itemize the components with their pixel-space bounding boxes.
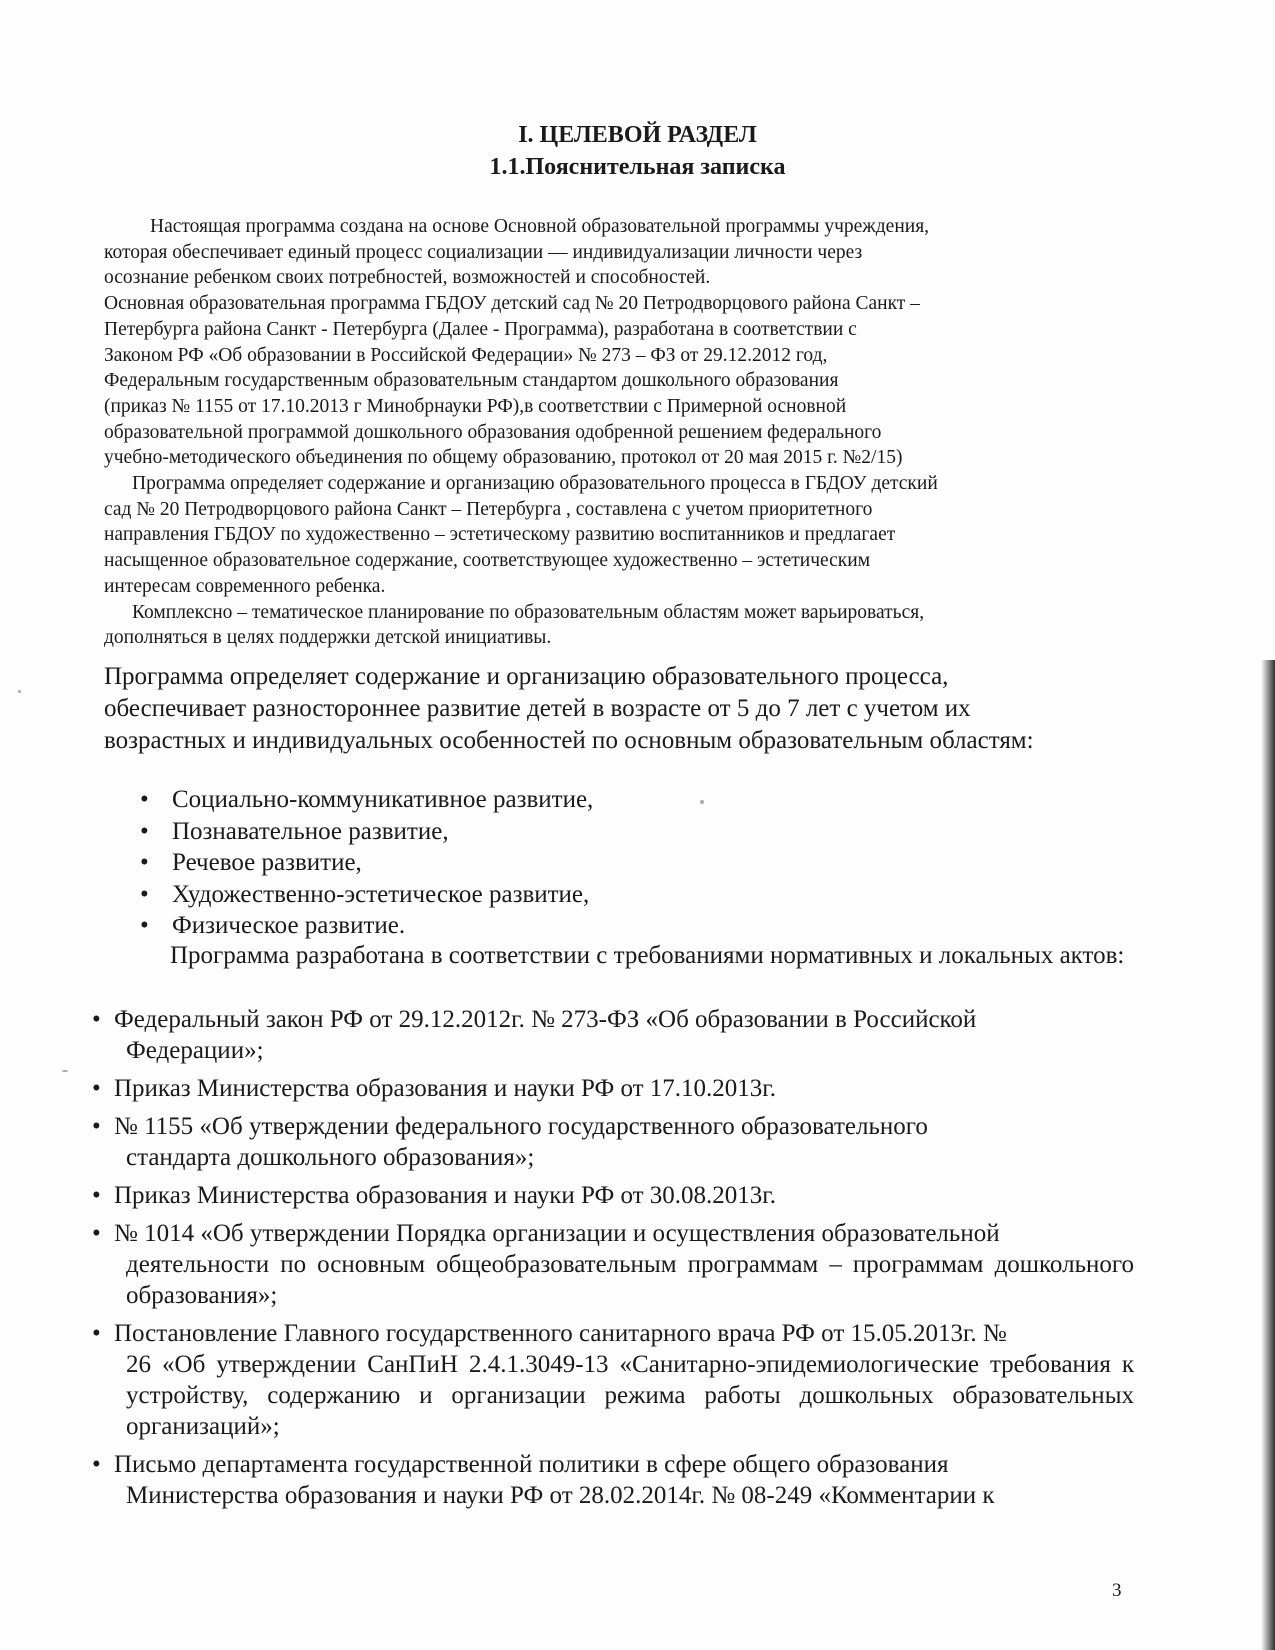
list-item: • Художественно-эстетическое развитие,: [140, 879, 593, 911]
section-heading: I. ЦЕЛЕВОЙ РАЗДЕЛ: [518, 122, 757, 148]
intro-line: насыщенное образовательное содержание, соответствующее художественно – эстетическим: [104, 550, 871, 572]
paragraph-line: Программа определяет содержание и организацию образовательного процесса,: [104, 663, 949, 690]
paragraph-line: возрастных и индивидуальных особенностей по основным образовательным областям:: [104, 727, 1034, 754]
document-item: [92, 1111, 1134, 1173]
document-item-continuation: деятельности по основным общеобразовательным программам – программам дошкольного образования»;: [126, 1251, 1134, 1309]
document-item-text: • Письмо департамента государственной политики в сфере общего образования: [114, 1451, 949, 1478]
document-item: [92, 1449, 1134, 1511]
list-item: • Социально-коммуникативное развитие,: [140, 784, 593, 816]
intro-line: Федеральным государственным образовательным стандартом дошкольного образования: [104, 370, 839, 392]
scan-speck: [700, 800, 704, 804]
list-item: • Познавательное развитие,: [140, 816, 593, 848]
document-item-continuation: 26 «Об утверждении СанПиН 2.4.1.3049-13 «Санитарно-эпидемиологические требования к устройству, содержанию и организации режима работы дошкольных образовательных организаций»;: [126, 1351, 1134, 1440]
document-item: [92, 1004, 1134, 1066]
intro-line: Петербурга района Санкт - Петербурга (Далее - Программа), разработана в соответствии с: [104, 318, 857, 340]
document-item-text: • Федеральный закон РФ от 29.12.2012г. № 273-ФЗ «Об образовании в Российской: [114, 1006, 977, 1033]
intro-line: образовательной программой дошкольного образования одобренной решением федерального: [104, 421, 882, 443]
scan-speck: [62, 1070, 68, 1072]
intro-line: сад № 20 Петродворцового района Санкт – Петербурга , составлена с учетом приоритетного: [104, 498, 873, 520]
subsection-heading: 1.1.Пояснительная записка: [489, 154, 786, 180]
document-item-continuation: Федерации»;: [126, 1037, 264, 1064]
intro-line: (приказ № 1155 от 17.10.2013 г Минобрнауки РФ),в соответствии с Примерной основной: [104, 395, 847, 417]
regulatory-documents-list: [92, 1004, 1134, 1518]
intro-line: осознание ребенком своих потребностей, возможностей и способностей.: [104, 267, 711, 289]
intro-line: Законом РФ «Об образовании в Российской Федерации» № 273 – ФЗ от 29.12.2012 год,: [104, 344, 828, 366]
document-item: [92, 1218, 1134, 1311]
scan-shadow-edge: [1261, 660, 1275, 1650]
explanatory-note-paragraph: [104, 214, 1164, 651]
intro-line: которая обеспечивает единый процесс социализации — индивидуализации личности через: [104, 241, 863, 263]
document-item: [92, 1073, 1134, 1104]
intro-line: Основная образовательная программа ГБДОУ детский сад № 20 Петродворцового района Санкт –: [104, 293, 920, 315]
intro-line: учебно-методического объединения по общему образованию, протокол от 20 мая 2015 г. №2/15): [104, 447, 903, 469]
intro-line: Программа определяет содержание и организацию образовательного процесса в ГБДОУ детский: [132, 473, 938, 495]
paragraph-line: обеспечивает разностороннее развитие детей в возрасте от 5 до 7 лет с учетом их: [104, 695, 971, 722]
intro-line: интересам современного ребенка.: [104, 575, 386, 597]
document-item: [92, 1180, 1134, 1211]
program-content-paragraph: [104, 661, 1184, 757]
intro-line: Комплексно – тематическое планирование по образовательным областям может варьироваться,: [132, 601, 925, 623]
educational-areas-list: [140, 784, 593, 942]
document-item-text: • Постановление Главного государственного санитарного врача РФ от 15.05.2013г. №: [114, 1320, 1007, 1347]
document-item-text: • Приказ Министерства образования и науки РФ от 30.08.2013г.: [114, 1182, 776, 1209]
list-item: • Физическое развитие.: [140, 910, 593, 942]
scan-speck: [18, 690, 21, 693]
intro-line: дополняться в целях поддержки детской инициативы.: [104, 627, 552, 649]
document-item-continuation: стандарта дошкольного образования»;: [126, 1144, 535, 1171]
document-item: [92, 1318, 1134, 1442]
regulatory-acts-intro: Программа разработана в соответствии с требованиями нормативных и локальных актов:: [170, 942, 1125, 969]
intro-line: направления ГБДОУ по художественно – эстетическому развитию воспитанников и предлагает: [104, 524, 896, 546]
document-item-text: • Приказ Министерства образования и науки РФ от 17.10.2013г.: [114, 1075, 776, 1102]
page-number: 3: [1112, 1580, 1122, 1601]
document-item-continuation: Министерства образования и науки РФ от 28.02.2014г. № 08-249 «Комментарии к: [126, 1482, 995, 1509]
document-item-text: • № 1155 «Об утверждении федерального государственного образовательного: [114, 1113, 928, 1140]
list-item: • Речевое развитие,: [140, 847, 593, 879]
document-item-text: • № 1014 «Об утверждении Порядка организации и осуществления образовательной: [114, 1220, 1000, 1247]
intro-line: Настоящая программа создана на основе Основной образовательной программы учреждения,: [150, 216, 930, 237]
